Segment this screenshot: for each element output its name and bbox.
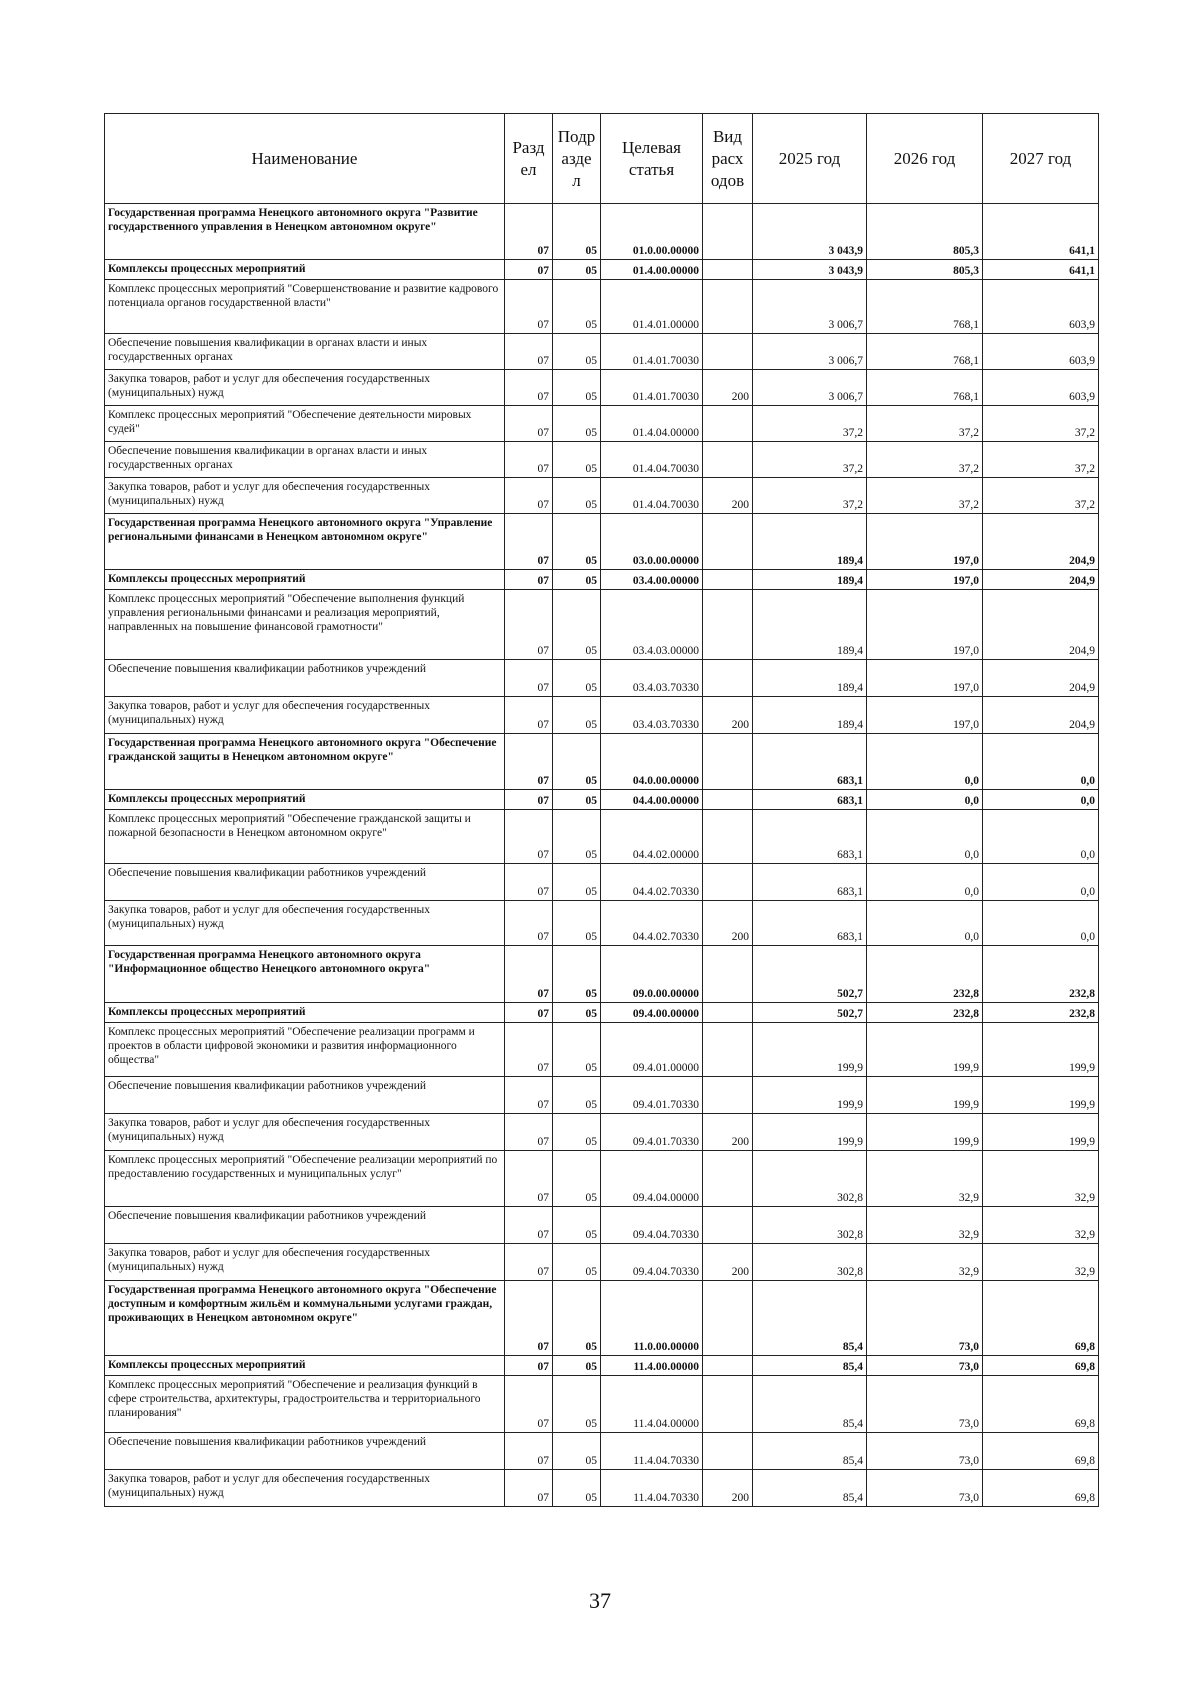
podrazdel-cell: 05 — [553, 1433, 601, 1470]
amount-2026-cell: 0,0 — [867, 734, 983, 790]
tselevaya-statya-cell: 09.4.00.00000 — [601, 1003, 703, 1023]
name-cell: Комплекс процессных мероприятий "Совершенствование и развитие кадрового потенциала органов государственной власти" — [105, 280, 505, 334]
amount-2027-cell: 32,9 — [983, 1207, 1099, 1244]
amount-2027-cell: 199,9 — [983, 1114, 1099, 1151]
amount-2025-cell: 189,4 — [753, 660, 867, 697]
col-header-vid-rashodov: Вид расх одов — [703, 114, 753, 204]
table-row — [105, 1151, 1099, 1207]
tselevaya-statya-cell: 04.4.02.70330 — [601, 901, 703, 946]
amount-2027-cell: 69,8 — [983, 1433, 1099, 1470]
table-row — [105, 1281, 1099, 1356]
podrazdel-cell: 05 — [553, 260, 601, 280]
name-cell: Государственная программа Ненецкого автономного округа "Развитие государственного управления в Ненецком автономном округе" — [105, 204, 505, 260]
vid-rashodov-cell: 200 — [703, 1244, 753, 1281]
razdel-cell: 07 — [505, 570, 553, 590]
podrazdel-cell: 05 — [553, 660, 601, 697]
vid-rashodov-cell — [703, 442, 753, 478]
razdel-cell: 07 — [505, 946, 553, 1003]
amount-2026-cell: 197,0 — [867, 570, 983, 590]
name-cell: Государственная программа Ненецкого автономного округа "Информационное общество Ненецкого автономного округа" — [105, 946, 505, 1003]
podrazdel-cell: 05 — [553, 790, 601, 810]
amount-2025-cell: 683,1 — [753, 810, 867, 864]
table-row — [105, 734, 1099, 790]
table-row — [105, 370, 1099, 406]
razdel-cell: 07 — [505, 1356, 553, 1376]
razdel-cell: 07 — [505, 1151, 553, 1207]
podrazdel-cell: 05 — [553, 478, 601, 514]
amount-2025-cell: 683,1 — [753, 790, 867, 810]
amount-2026-cell: 0,0 — [867, 790, 983, 810]
amount-2027-cell: 199,9 — [983, 1023, 1099, 1077]
amount-2027-cell: 37,2 — [983, 406, 1099, 442]
amount-2026-cell: 232,8 — [867, 1003, 983, 1023]
amount-2027-cell: 37,2 — [983, 442, 1099, 478]
podrazdel-cell: 05 — [553, 1376, 601, 1433]
amount-2025-cell: 199,9 — [753, 1114, 867, 1151]
amount-2027-cell: 603,9 — [983, 334, 1099, 370]
vid-rashodov-cell — [703, 1077, 753, 1114]
tselevaya-statya-cell: 04.4.02.70330 — [601, 864, 703, 901]
razdel-cell: 07 — [505, 790, 553, 810]
table-row — [105, 204, 1099, 260]
tselevaya-statya-cell: 01.4.01.00000 — [601, 280, 703, 334]
table-row — [105, 442, 1099, 478]
amount-2027-cell: 641,1 — [983, 204, 1099, 260]
table-row — [105, 570, 1099, 590]
amount-2025-cell: 85,4 — [753, 1281, 867, 1356]
amount-2025-cell: 37,2 — [753, 478, 867, 514]
amount-2026-cell: 73,0 — [867, 1281, 983, 1356]
tselevaya-statya-cell: 03.4.00.00000 — [601, 570, 703, 590]
tselevaya-statya-cell: 09.4.01.00000 — [601, 1023, 703, 1077]
amount-2027-cell: 69,8 — [983, 1356, 1099, 1376]
tselevaya-statya-cell: 09.4.04.70330 — [601, 1207, 703, 1244]
amount-2026-cell: 197,0 — [867, 514, 983, 570]
podrazdel-cell: 05 — [553, 1114, 601, 1151]
amount-2027-cell: 204,9 — [983, 590, 1099, 660]
tselevaya-statya-cell: 11.4.04.70330 — [601, 1470, 703, 1507]
amount-2027-cell: 232,8 — [983, 1003, 1099, 1023]
table-row — [105, 660, 1099, 697]
amount-2026-cell: 805,3 — [867, 260, 983, 280]
table-row — [105, 1470, 1099, 1507]
razdel-cell: 07 — [505, 1114, 553, 1151]
name-cell: Комплекс процессных мероприятий "Обеспечение гражданской защиты и пожарной безопасности в Ненецком автономном округе" — [105, 810, 505, 864]
table-row — [105, 590, 1099, 660]
name-cell: Комплекс процессных мероприятий "Обеспечение деятельности мировых судей" — [105, 406, 505, 442]
col-header-tselevaya-statya: Целевая статья — [601, 114, 703, 204]
amount-2026-cell: 768,1 — [867, 334, 983, 370]
amount-2027-cell: 204,9 — [983, 570, 1099, 590]
name-cell: Комплексы процессных мероприятий — [105, 1003, 505, 1023]
razdel-cell: 07 — [505, 280, 553, 334]
amount-2025-cell: 683,1 — [753, 734, 867, 790]
name-cell: Комплексы процессных мероприятий — [105, 570, 505, 590]
amount-2025-cell: 85,4 — [753, 1356, 867, 1376]
table-row — [105, 514, 1099, 570]
vid-rashodov-cell — [703, 260, 753, 280]
tselevaya-statya-cell: 01.0.00.00000 — [601, 204, 703, 260]
amount-2027-cell: 69,8 — [983, 1376, 1099, 1433]
name-cell: Обеспечение повышения квалификации работников учреждений — [105, 1077, 505, 1114]
vid-rashodov-cell: 200 — [703, 370, 753, 406]
table-body — [105, 204, 1099, 1507]
razdel-cell: 07 — [505, 334, 553, 370]
table-row — [105, 280, 1099, 334]
amount-2026-cell: 0,0 — [867, 901, 983, 946]
razdel-cell: 07 — [505, 204, 553, 260]
name-cell: Закупка товаров, работ и услуг для обеспечения государственных (муниципальных) нужд — [105, 1114, 505, 1151]
amount-2025-cell: 85,4 — [753, 1470, 867, 1507]
vid-rashodov-cell — [703, 570, 753, 590]
tselevaya-statya-cell: 11.4.04.70330 — [601, 1433, 703, 1470]
tselevaya-statya-cell: 09.4.01.70330 — [601, 1114, 703, 1151]
amount-2026-cell: 0,0 — [867, 864, 983, 901]
name-cell: Закупка товаров, работ и услуг для обеспечения государственных (муниципальных) нужд — [105, 901, 505, 946]
vid-rashodov-cell: 200 — [703, 478, 753, 514]
amount-2025-cell: 302,8 — [753, 1244, 867, 1281]
amount-2026-cell: 199,9 — [867, 1023, 983, 1077]
name-cell: Комплекс процессных мероприятий "Обеспечение выполнения функций управления региональными финансами и реализация мероприятий, направленных на повышение финансовой грамотности" — [105, 590, 505, 660]
podrazdel-cell: 05 — [553, 901, 601, 946]
amount-2026-cell: 199,9 — [867, 1077, 983, 1114]
vid-rashodov-cell — [703, 334, 753, 370]
tselevaya-statya-cell: 01.4.04.00000 — [601, 406, 703, 442]
name-cell: Комплексы процессных мероприятий — [105, 260, 505, 280]
amount-2027-cell: 204,9 — [983, 660, 1099, 697]
vid-rashodov-cell — [703, 1207, 753, 1244]
razdel-cell: 07 — [505, 514, 553, 570]
tselevaya-statya-cell: 03.0.00.00000 — [601, 514, 703, 570]
podrazdel-cell: 05 — [553, 1023, 601, 1077]
vid-rashodov-cell — [703, 204, 753, 260]
vid-rashodov-cell — [703, 1151, 753, 1207]
table-header-row — [105, 114, 1099, 204]
podrazdel-cell: 05 — [553, 442, 601, 478]
razdel-cell: 07 — [505, 660, 553, 697]
podrazdel-cell: 05 — [553, 810, 601, 864]
col-header-2025: 2025 год — [753, 114, 867, 204]
vid-rashodov-cell: 200 — [703, 901, 753, 946]
amount-2025-cell: 502,7 — [753, 946, 867, 1003]
tselevaya-statya-cell: 01.4.01.70030 — [601, 370, 703, 406]
amount-2025-cell: 3 006,7 — [753, 334, 867, 370]
amount-2025-cell: 3 043,9 — [753, 260, 867, 280]
amount-2026-cell: 197,0 — [867, 660, 983, 697]
name-cell: Закупка товаров, работ и услуг для обеспечения государственных (муниципальных) нужд — [105, 370, 505, 406]
amount-2027-cell: 603,9 — [983, 370, 1099, 406]
table-row — [105, 810, 1099, 864]
tselevaya-statya-cell: 04.0.00.00000 — [601, 734, 703, 790]
name-cell: Обеспечение повышения квалификации работников учреждений — [105, 1207, 505, 1244]
table-row — [105, 1077, 1099, 1114]
col-header-podrazdel: Подр азде л — [553, 114, 601, 204]
razdel-cell: 07 — [505, 864, 553, 901]
tselevaya-statya-cell: 01.4.04.70030 — [601, 478, 703, 514]
tselevaya-statya-cell: 09.4.04.00000 — [601, 1151, 703, 1207]
vid-rashodov-cell — [703, 864, 753, 901]
tselevaya-statya-cell: 04.4.02.00000 — [601, 810, 703, 864]
vid-rashodov-cell — [703, 1023, 753, 1077]
podrazdel-cell: 05 — [553, 1470, 601, 1507]
podrazdel-cell: 05 — [553, 1356, 601, 1376]
vid-rashodov-cell: 200 — [703, 1114, 753, 1151]
tselevaya-statya-cell: 11.4.04.00000 — [601, 1376, 703, 1433]
table-row — [105, 1376, 1099, 1433]
amount-2025-cell: 199,9 — [753, 1077, 867, 1114]
amount-2025-cell: 37,2 — [753, 442, 867, 478]
vid-rashodov-cell — [703, 1003, 753, 1023]
amount-2026-cell: 197,0 — [867, 590, 983, 660]
table-row — [105, 406, 1099, 442]
table-row — [105, 478, 1099, 514]
table-row — [105, 946, 1099, 1003]
amount-2027-cell: 232,8 — [983, 946, 1099, 1003]
amount-2026-cell: 73,0 — [867, 1433, 983, 1470]
tselevaya-statya-cell: 03.4.03.70330 — [601, 697, 703, 734]
name-cell: Государственная программа Ненецкого автономного округа "Обеспечение доступным и комфортным жильём и коммунальными услугами граждан, проживающих в Ненецком автономном округе" — [105, 1281, 505, 1356]
amount-2025-cell: 502,7 — [753, 1003, 867, 1023]
tselevaya-statya-cell: 01.4.01.70030 — [601, 334, 703, 370]
page-number: 37 — [589, 1588, 611, 1613]
vid-rashodov-cell — [703, 514, 753, 570]
vid-rashodov-cell — [703, 1356, 753, 1376]
podrazdel-cell: 05 — [553, 570, 601, 590]
vid-rashodov-cell — [703, 1433, 753, 1470]
amount-2026-cell: 73,0 — [867, 1470, 983, 1507]
podrazdel-cell: 05 — [553, 334, 601, 370]
table-row — [105, 1433, 1099, 1470]
razdel-cell: 07 — [505, 1207, 553, 1244]
table-row — [105, 697, 1099, 734]
amount-2025-cell: 189,4 — [753, 697, 867, 734]
table-row — [105, 1356, 1099, 1376]
vid-rashodov-cell — [703, 810, 753, 864]
podrazdel-cell: 05 — [553, 370, 601, 406]
amount-2027-cell: 32,9 — [983, 1151, 1099, 1207]
razdel-cell: 07 — [505, 1281, 553, 1356]
amount-2025-cell: 3 006,7 — [753, 370, 867, 406]
amount-2025-cell: 37,2 — [753, 406, 867, 442]
razdel-cell: 07 — [505, 734, 553, 790]
name-cell: Закупка товаров, работ и услуг для обеспечения государственных (муниципальных) нужд — [105, 1470, 505, 1507]
amount-2027-cell: 37,2 — [983, 478, 1099, 514]
amount-2027-cell: 0,0 — [983, 734, 1099, 790]
razdel-cell: 07 — [505, 1244, 553, 1281]
podrazdel-cell: 05 — [553, 514, 601, 570]
amount-2026-cell: 37,2 — [867, 442, 983, 478]
podrazdel-cell: 05 — [553, 280, 601, 334]
vid-rashodov-cell — [703, 1376, 753, 1433]
col-header-name: Наименование — [105, 114, 505, 204]
amount-2026-cell: 232,8 — [867, 946, 983, 1003]
amount-2025-cell: 85,4 — [753, 1433, 867, 1470]
name-cell: Комплекс процессных мероприятий "Обеспечение и реализация функций в сфере строительства, архитектуры, градостроительства и территориального планирования" — [105, 1376, 505, 1433]
name-cell: Обеспечение повышения квалификации в органах власти и иных государственных органах — [105, 334, 505, 370]
table-row — [105, 334, 1099, 370]
tselevaya-statya-cell: 09.0.00.00000 — [601, 946, 703, 1003]
amount-2027-cell: 0,0 — [983, 810, 1099, 864]
razdel-cell: 07 — [505, 478, 553, 514]
vid-rashodov-cell — [703, 280, 753, 334]
razdel-cell: 07 — [505, 260, 553, 280]
razdel-cell: 07 — [505, 1077, 553, 1114]
table-row — [105, 1114, 1099, 1151]
amount-2025-cell: 199,9 — [753, 1023, 867, 1077]
razdel-cell: 07 — [505, 1023, 553, 1077]
podrazdel-cell: 05 — [553, 204, 601, 260]
amount-2027-cell: 603,9 — [983, 280, 1099, 334]
name-cell: Комплекс процессных мероприятий "Обеспечение реализации программ и проектов в области цифровой экономики и развития информационного общества" — [105, 1023, 505, 1077]
amount-2027-cell: 69,8 — [983, 1281, 1099, 1356]
vid-rashodov-cell — [703, 406, 753, 442]
amount-2027-cell: 0,0 — [983, 901, 1099, 946]
amount-2027-cell: 204,9 — [983, 697, 1099, 734]
table-row — [105, 1244, 1099, 1281]
amount-2027-cell: 32,9 — [983, 1244, 1099, 1281]
table-row — [105, 260, 1099, 280]
name-cell: Комплекс процессных мероприятий "Обеспечение реализации мероприятий по предоставлению государственных и муниципальных услуг" — [105, 1151, 505, 1207]
podrazdel-cell: 05 — [553, 590, 601, 660]
table-row — [105, 1207, 1099, 1244]
name-cell: Обеспечение повышения квалификации работников учреждений — [105, 660, 505, 697]
razdel-cell: 07 — [505, 901, 553, 946]
table-row — [105, 1003, 1099, 1023]
razdel-cell: 07 — [505, 442, 553, 478]
vid-rashodov-cell — [703, 660, 753, 697]
amount-2026-cell: 768,1 — [867, 280, 983, 334]
podrazdel-cell: 05 — [553, 406, 601, 442]
amount-2025-cell: 85,4 — [753, 1376, 867, 1433]
amount-2026-cell: 37,2 — [867, 406, 983, 442]
tselevaya-statya-cell: 09.4.01.70330 — [601, 1077, 703, 1114]
razdel-cell: 07 — [505, 810, 553, 864]
name-cell: Обеспечение повышения квалификации работников учреждений — [105, 864, 505, 901]
tselevaya-statya-cell: 01.4.00.00000 — [601, 260, 703, 280]
podrazdel-cell: 05 — [553, 697, 601, 734]
col-header-razdel: Разд ел — [505, 114, 553, 204]
amount-2026-cell: 37,2 — [867, 478, 983, 514]
podrazdel-cell: 05 — [553, 1244, 601, 1281]
name-cell: Закупка товаров, работ и услуг для обеспечения государственных (муниципальных) нужд — [105, 1244, 505, 1281]
name-cell: Обеспечение повышения квалификации работников учреждений — [105, 1433, 505, 1470]
amount-2027-cell: 199,9 — [983, 1077, 1099, 1114]
amount-2026-cell: 32,9 — [867, 1151, 983, 1207]
razdel-cell: 07 — [505, 590, 553, 660]
vid-rashodov-cell — [703, 790, 753, 810]
table-row — [105, 864, 1099, 901]
podrazdel-cell: 05 — [553, 1003, 601, 1023]
amount-2025-cell: 189,4 — [753, 514, 867, 570]
col-header-2027: 2027 год — [983, 114, 1099, 204]
tselevaya-statya-cell: 04.4.00.00000 — [601, 790, 703, 810]
amount-2026-cell: 73,0 — [867, 1376, 983, 1433]
amount-2026-cell: 199,9 — [867, 1114, 983, 1151]
amount-2027-cell: 69,8 — [983, 1470, 1099, 1507]
podrazdel-cell: 05 — [553, 1077, 601, 1114]
amount-2026-cell: 0,0 — [867, 810, 983, 864]
tselevaya-statya-cell: 03.4.03.00000 — [601, 590, 703, 660]
razdel-cell: 07 — [505, 1470, 553, 1507]
vid-rashodov-cell: 200 — [703, 697, 753, 734]
tselevaya-statya-cell: 11.4.00.00000 — [601, 1356, 703, 1376]
amount-2025-cell: 3 043,9 — [753, 204, 867, 260]
amount-2027-cell: 0,0 — [983, 864, 1099, 901]
razdel-cell: 07 — [505, 406, 553, 442]
vid-rashodov-cell — [703, 946, 753, 1003]
razdel-cell: 07 — [505, 370, 553, 406]
amount-2027-cell: 204,9 — [983, 514, 1099, 570]
name-cell: Закупка товаров, работ и услуг для обеспечения государственных (муниципальных) нужд — [105, 478, 505, 514]
name-cell: Комплексы процессных мероприятий — [105, 1356, 505, 1376]
table-row — [105, 901, 1099, 946]
podrazdel-cell: 05 — [553, 1151, 601, 1207]
amount-2025-cell: 683,1 — [753, 864, 867, 901]
name-cell: Комплексы процессных мероприятий — [105, 790, 505, 810]
amount-2025-cell: 189,4 — [753, 590, 867, 660]
podrazdel-cell: 05 — [553, 1281, 601, 1356]
col-header-2026: 2026 год — [867, 114, 983, 204]
name-cell: Обеспечение повышения квалификации в органах власти и иных государственных органах — [105, 442, 505, 478]
name-cell: Государственная программа Ненецкого автономного округа "Обеспечение гражданской защиты в Ненецком автономном округе" — [105, 734, 505, 790]
amount-2027-cell: 0,0 — [983, 790, 1099, 810]
podrazdel-cell: 05 — [553, 864, 601, 901]
amount-2026-cell: 73,0 — [867, 1356, 983, 1376]
vid-rashodov-cell: 200 — [703, 1470, 753, 1507]
table-row — [105, 790, 1099, 810]
amount-2025-cell: 3 006,7 — [753, 280, 867, 334]
tselevaya-statya-cell: 01.4.04.70030 — [601, 442, 703, 478]
amount-2026-cell: 805,3 — [867, 204, 983, 260]
name-cell: Закупка товаров, работ и услуг для обеспечения государственных (муниципальных) нужд — [105, 697, 505, 734]
tselevaya-statya-cell: 11.0.00.00000 — [601, 1281, 703, 1356]
vid-rashodov-cell — [703, 590, 753, 660]
amount-2025-cell: 302,8 — [753, 1207, 867, 1244]
amount-2025-cell: 302,8 — [753, 1151, 867, 1207]
vid-rashodov-cell — [703, 1281, 753, 1356]
razdel-cell: 07 — [505, 697, 553, 734]
amount-2026-cell: 197,0 — [867, 697, 983, 734]
amount-2025-cell: 683,1 — [753, 901, 867, 946]
budget-table — [104, 113, 1099, 1507]
tselevaya-statya-cell: 09.4.04.70330 — [601, 1244, 703, 1281]
amount-2026-cell: 768,1 — [867, 370, 983, 406]
amount-2026-cell: 32,9 — [867, 1244, 983, 1281]
razdel-cell: 07 — [505, 1376, 553, 1433]
podrazdel-cell: 05 — [553, 734, 601, 790]
tselevaya-statya-cell: 03.4.03.70330 — [601, 660, 703, 697]
vid-rashodov-cell — [703, 734, 753, 790]
razdel-cell: 07 — [505, 1433, 553, 1470]
razdel-cell: 07 — [505, 1003, 553, 1023]
table-row — [105, 1023, 1099, 1077]
podrazdel-cell: 05 — [553, 1207, 601, 1244]
amount-2027-cell: 641,1 — [983, 260, 1099, 280]
name-cell: Государственная программа Ненецкого автономного округа "Управление региональными финансами в Ненецком автономном округе" — [105, 514, 505, 570]
amount-2026-cell: 32,9 — [867, 1207, 983, 1244]
amount-2025-cell: 189,4 — [753, 570, 867, 590]
podrazdel-cell: 05 — [553, 946, 601, 1003]
